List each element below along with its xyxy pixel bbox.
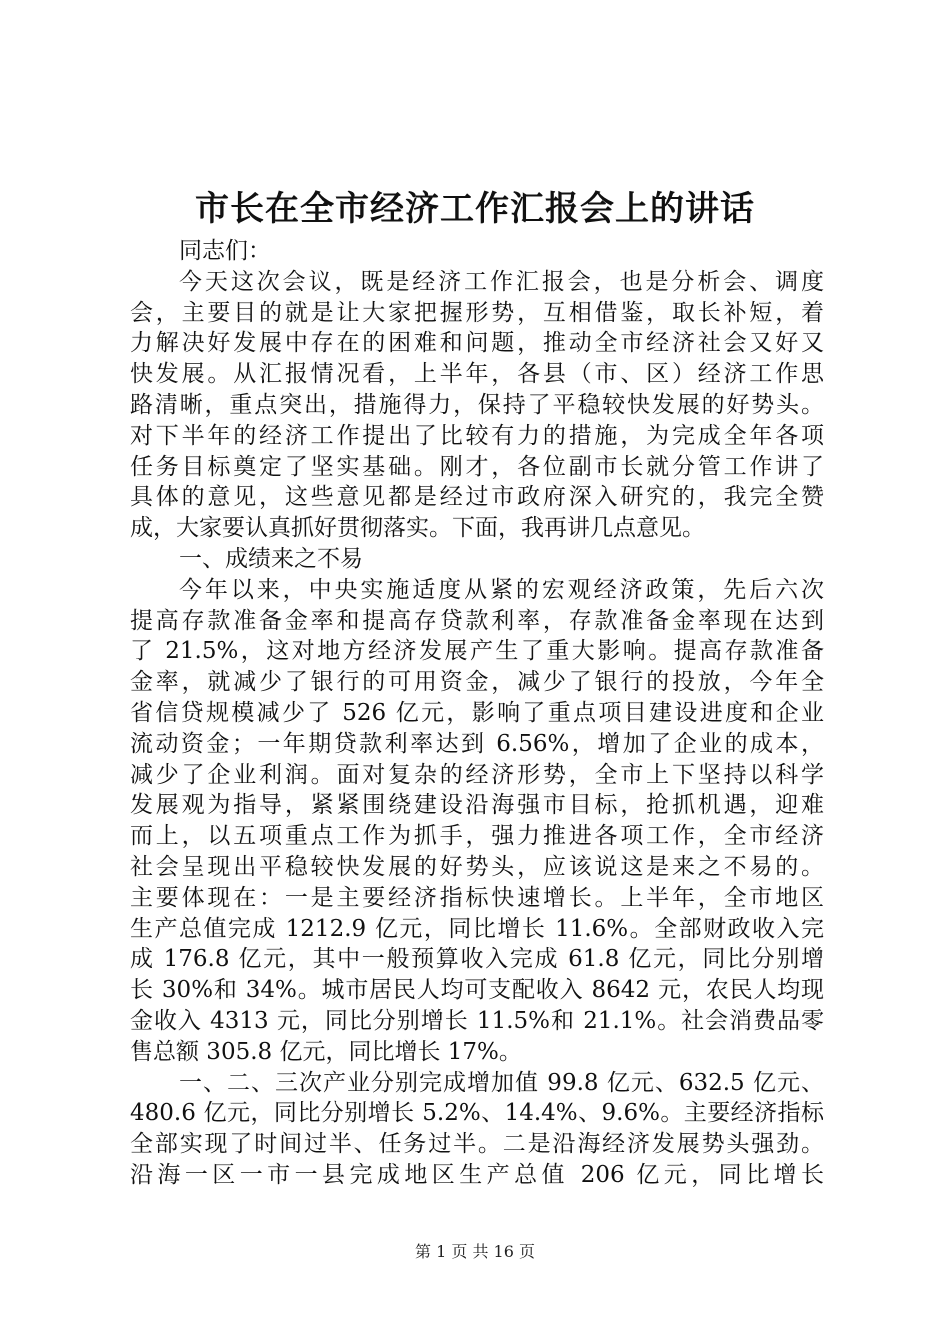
body-line: 金收入 4313 元，同比分别增长 11.5%和 21.1%。社会消费品零 — [130, 1007, 824, 1034]
body-line: 长 30%和 34%。城市居民人均可支配收入 8642 元，农民人均现 — [130, 977, 824, 1004]
body-line: 流动资金；一年期贷款利率达到 6.56%，增加了企业的成本， — [130, 730, 824, 757]
page-footer: 第 1 页 共 16 页 — [415, 1242, 535, 1261]
body-line: 发展观为指导，紧紧围绕建设沿海强市目标，抢抓机遇，迎难 — [130, 792, 824, 819]
body-line: 主要体现在：一是主要经济指标快速增长。上半年，全市地区 — [130, 884, 824, 911]
body-line: 而上，以五项重点工作为抓手，强力推进各项工作，全市经济 — [130, 823, 824, 850]
body-line: 一、成绩来之不易 — [179, 545, 363, 572]
body-line: 对下半年的经济工作提出了比较有力的措施，为完成全年各项 — [130, 422, 824, 449]
document-title: 市长在全市经济工作汇报会上的讲话 — [195, 189, 755, 229]
body-line: 今年以来，中央实施适度从紧的宏观经济政策，先后六次 — [179, 576, 824, 603]
body-line: 任务目标奠定了坚实基础。刚才，各位副市长就分管工作讲了 — [130, 453, 824, 480]
body-line: 力解决好发展中存在的困难和问题，推动全市经济社会又好又 — [130, 330, 824, 357]
body-line: 今天这次会议，既是经济工作汇报会，也是分析会、调度 — [179, 268, 824, 295]
body-line: 成 176.8 亿元，其中一般预算收入完成 61.8 亿元，同比分别增 — [130, 946, 824, 973]
body-line: 沿海一区一市一县完成地区生产总值 206 亿元，同比增长 — [130, 1161, 824, 1188]
body-line: 同志们： — [179, 238, 271, 264]
body-line: 快发展。从汇报情况看，上半年，各县（市、区）经济工作思 — [130, 361, 824, 388]
body-line: 了 21.5%，这对地方经济发展产生了重大影响。提高存款准备 — [130, 638, 824, 665]
body-line: 480.6 亿元，同比分别增长 5.2%、14.4%、9.6%。主要经济指标 — [130, 1100, 824, 1127]
body-line: 会，主要目的就是让大家把握形势，互相借鉴，取长补短，着 — [130, 299, 824, 326]
body-line: 具体的意见，这些意见都是经过市政府深入研究的，我完全赞 — [130, 484, 824, 511]
body-line: 路清晰，重点突出，措施得力，保持了平稳较快发展的好势头。 — [130, 391, 824, 418]
body-line: 一、二、三次产业分别完成增加值 99.8 亿元、632.5 亿元、 — [179, 1069, 824, 1096]
body-line: 省信贷规模减少了 526 亿元，影响了重点项目建设进度和企业 — [130, 699, 824, 726]
body-line: 社会呈现出平稳较快发展的好势头，应该说这是来之不易的。 — [130, 853, 824, 880]
body-line: 减少了企业利润。面对复杂的经济形势，全市上下坚持以科学 — [130, 761, 824, 788]
body-line: 售总额 305.8 亿元，同比增长 17%。 — [130, 1038, 522, 1065]
document-body — [130, 236, 824, 1191]
body-line: 成，大家要认真抓好贯彻落实。下面，我再讲几点意见。 — [130, 515, 705, 542]
body-line: 提高存款准备金率和提高存贷款利率，存款准备金率现在达到 — [130, 607, 824, 634]
body-line: 金率，就减少了银行的可用资金，减少了银行的投放，今年全 — [130, 669, 824, 696]
body-line: 生产总值完成 1212.9 亿元，同比增长 11.6%。全部财政收入完 — [130, 915, 824, 942]
body-line: 全部实现了时间过半、任务过半。二是沿海经济发展势头强劲。 — [130, 1131, 824, 1158]
